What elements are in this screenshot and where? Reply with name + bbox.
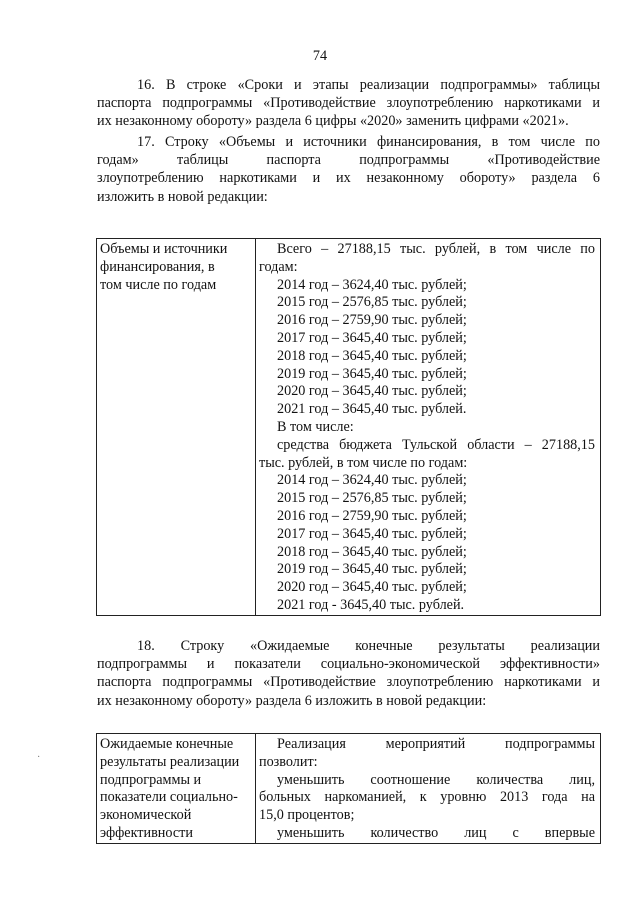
text-line: изложить в новой редакции:	[97, 188, 268, 205]
text-line: 17. Строку «Объемы и источники финансирования, в том числе по	[137, 134, 600, 150]
including-heading: В том числе:	[277, 418, 354, 435]
label-line: результаты реализации	[100, 753, 240, 770]
text-line: злоупотреблению наркотиками и их незаконному обороту» раздела 6	[97, 170, 600, 187]
label-line: Объемы и источники	[100, 241, 228, 257]
year-line: 2020 год – 3645,40 тыс. рублей;	[277, 383, 467, 400]
budget-year-line: 2021 год - 3645,40 тыс. рублей.	[277, 596, 465, 613]
page-number: 74	[312, 48, 328, 64]
year-line: 2015 год – 2576,85 тыс. рублей;	[277, 294, 467, 311]
table-row	[97, 734, 601, 844]
budget-year-line: 2017 год – 3645,40 тыс. рублей;	[277, 525, 467, 542]
budget-line: тыс. рублей, в том числе по годам:	[259, 454, 468, 471]
year-line: 2016 год – 2759,90 тыс. рублей;	[277, 312, 467, 329]
results-content-cell	[256, 734, 601, 844]
label-line: экономической	[100, 807, 192, 824]
label-line: том числе по годам	[100, 276, 217, 293]
text-line: годам» таблицы паспорта подпрограммы «Противодействие	[97, 152, 600, 169]
text-line: их незаконному обороту» раздела 6 цифры «2020» заменить цифрами «2021».	[97, 113, 569, 130]
budget-year-line: 2020 год – 3645,40 тыс. рублей;	[277, 579, 467, 596]
content-line: больных наркоманией, к уровню 2013 года на	[259, 789, 595, 806]
year-line: 2018 год – 3645,40 тыс. рублей;	[277, 347, 467, 364]
year-line: 2019 год – 3645,40 тыс. рублей;	[277, 365, 467, 382]
total-line: годам:	[259, 258, 298, 275]
budget-year-line: 2014 год – 3624,40 тыс. рублей;	[277, 472, 467, 489]
label-line: показатели социально-	[100, 789, 238, 806]
label-line: Ожидаемые конечные	[100, 736, 234, 752]
results-table	[96, 733, 601, 844]
budget-year-line: 2016 год – 2759,90 тыс. рублей;	[277, 507, 467, 524]
text-line: паспорта подпрограммы «Противодействие злоупотреблению наркотиками и	[97, 95, 600, 112]
year-line: 2014 год – 3624,40 тыс. рублей;	[277, 276, 467, 293]
year-line: 2017 год – 3645,40 тыс. рублей;	[277, 329, 467, 346]
content-line: уменьшить количество лиц с впервые	[277, 824, 595, 841]
text-line: 16. В строке «Сроки и этапы реализации подпрограммы» таблицы	[137, 77, 600, 93]
year-line: 2021 год – 3645,40 тыс. рублей.	[277, 401, 467, 418]
content-line: позволит:	[259, 753, 318, 770]
total-line: Всего – 27188,15 тыс. рублей, в том числе по	[277, 241, 595, 257]
financing-table	[96, 238, 601, 616]
paragraph-item-17	[97, 133, 600, 206]
text-line: 18. Строку «Ожидаемые конечные результаты реализации	[137, 638, 600, 654]
financing-content-cell	[256, 239, 601, 616]
paragraph-item-18	[97, 637, 600, 710]
paragraph-item-16	[97, 76, 600, 131]
label-line: финансирования, в	[100, 258, 215, 275]
budget-year-line: 2018 год – 3645,40 тыс. рублей;	[277, 543, 467, 560]
budget-line: средства бюджета Тульской области – 27188,15	[277, 436, 595, 453]
budget-year-line: 2019 год – 3645,40 тыс. рублей;	[277, 561, 467, 578]
text-line: паспорта подпрограммы «Противодействие злоупотреблению наркотиками и	[97, 674, 600, 691]
content-line: 15,0 процентов;	[259, 807, 355, 824]
content-line: Реализация мероприятий подпрограммы	[277, 736, 595, 752]
table-row	[97, 239, 601, 616]
text-line: их незаконному обороту» раздела 6 изложить в новой редакции:	[97, 692, 487, 709]
content-line: уменьшить соотношение количества лиц,	[277, 771, 595, 788]
scan-speck: ·	[37, 752, 41, 763]
budget-year-line: 2015 год – 2576,85 тыс. рублей;	[277, 490, 467, 507]
financing-label-cell	[97, 239, 256, 616]
text-line: подпрограммы и показатели социально-экономической эффективности»	[97, 656, 600, 673]
results-label-cell	[97, 734, 256, 844]
label-line: эффективности	[100, 824, 193, 841]
label-line: подпрограммы и	[100, 771, 202, 788]
